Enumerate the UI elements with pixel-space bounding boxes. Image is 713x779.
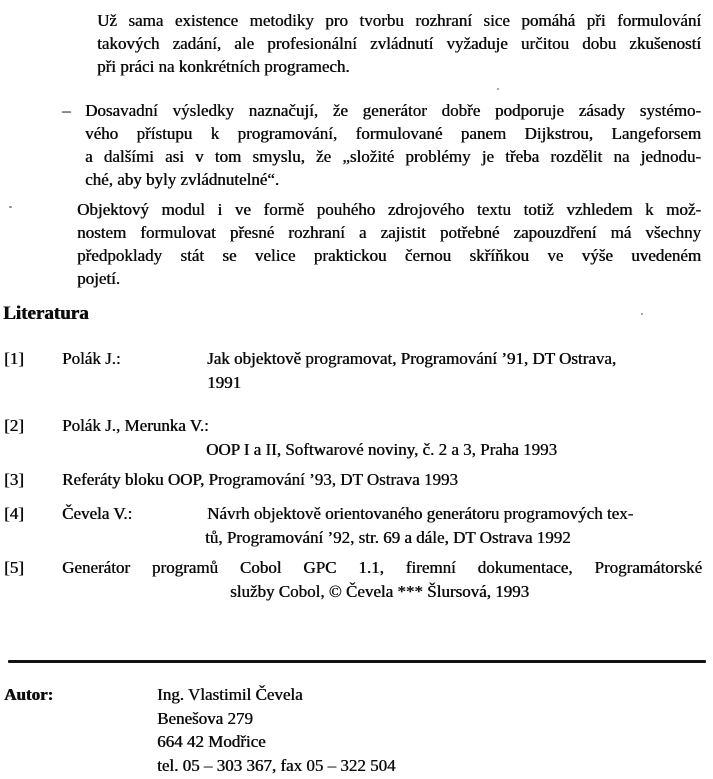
scan-speck [641, 313, 643, 315]
author-label: Autor: [4, 685, 54, 704]
intro-paragraph [97, 9, 701, 78]
reference-number: [4] [4, 504, 24, 523]
reference-number: [2] [4, 416, 24, 435]
paragraph-line: Už sama existence metodiky pro tvorbu rozhraní sice pomáhá při formulování [97, 11, 701, 30]
reference-text-line: Referáty bloku OOP, Programování ’93, DT Ostrava 1993 [62, 470, 458, 489]
reference-text-line: 1991 [207, 373, 241, 392]
paragraph-line: pojetí. [77, 269, 120, 288]
author-name-line: Ing. Vlastimil Čevela [157, 685, 303, 704]
paragraph-line: ché, aby byly zvládnutelné“. [85, 170, 280, 189]
reference-text-line: OOP I a II, Softwarové noviny, č. 2 a 3, Praha 1993 [206, 440, 557, 459]
closing-paragraph [77, 198, 701, 290]
reference-text-line: Generátor programů Cobol GPC 1.1, firemní dokumentace, Programátorské [62, 558, 702, 577]
bullet-paragraph [85, 99, 701, 191]
reference-text-line: tů, Programování ’92, str. 69 a dále, DT Ostrava 1992 [205, 528, 571, 547]
author-street-line: Benešova 279 [157, 708, 253, 728]
bullet-dash: – [62, 101, 71, 120]
author-phone-line: tel. 05 – 303 367, fax 05 – 322 504 [157, 755, 396, 775]
paragraph-line: a dalšími asi v tom smyslu, že „složité problémy je třeba rozdělit na jednodu- [85, 147, 701, 166]
reference-author: Čevela V.: [62, 504, 133, 523]
paragraph-line: předpoklady stát se velice praktickou černou skříňkou ve výše uvedeném [77, 246, 701, 265]
author-details [157, 683, 395, 777]
scan-speck [497, 88, 499, 90]
reference-text-line: Návrh objektově orientovaného generátoru programových tex- [207, 504, 634, 523]
reference-text-line: Jak objektově programovat, Programování ’91, DT Ostrava, [207, 349, 617, 368]
paragraph-line: nostem formulovat přesné rozhraní a zajistit potřebné zapouzdření má všechny [77, 223, 701, 242]
reference-author: Polák J., Merunka V.: [62, 416, 209, 435]
paragraph-line: Objektový modul i ve formě pouhého zdrojového textu totiž vzhledem k mož- [77, 200, 701, 219]
footer-divider [8, 660, 706, 663]
reference-number: [1] [4, 349, 24, 368]
reference-number: [5] [4, 558, 24, 577]
scan-speck [9, 206, 12, 208]
paragraph-line: při práci na konkrétních programech. [97, 57, 350, 76]
reference-author: Polák J.: [62, 349, 121, 368]
paragraph-line: vého přístupu k programování, formulované panem Dijkstrou, Langeforsem [85, 124, 701, 143]
paragraph-line: takových zadání, ale profesionální zvládnutí vyžaduje určitou dobu zkušeností [97, 34, 701, 53]
paragraph-line: Dosavadní výsledky naznačují, že generátor dobře podporuje zásady systémo- [85, 101, 701, 120]
literatura-heading: Literatura [3, 303, 89, 324]
author-city-line: 664 42 Modřice [157, 732, 266, 751]
reference-number: [3] [4, 470, 24, 489]
reference-text-line: služby Cobol, © Čevela *** Šlursová, 1993 [230, 582, 530, 601]
